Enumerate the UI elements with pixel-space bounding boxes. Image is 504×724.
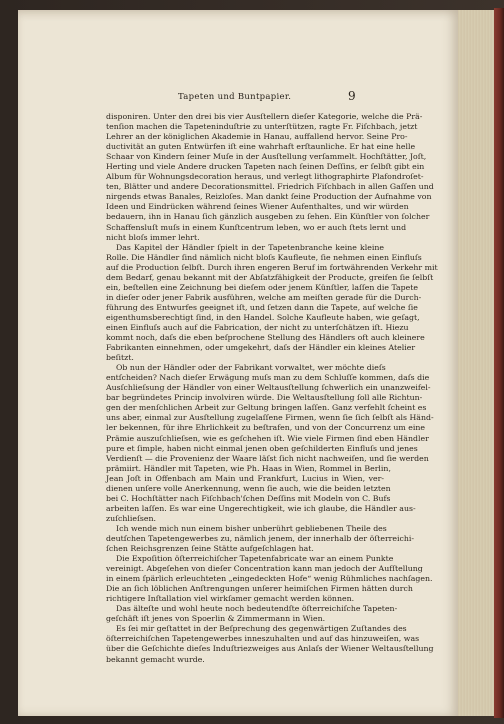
- text-line: in dieſer oder jener Fabrik ausführen, welche am meiſten gerade für die Durch-: [106, 292, 422, 302]
- page-stack-edge: [458, 10, 496, 716]
- text-line: bei C. Hochſtätter nach Fiſchbach'ſchen Deſſins mit Modeln von C. Bufs: [106, 493, 391, 503]
- text-line: über die Geſchichte dieſes Induſtriezweiges aus Anlaſs der Wiener Weltausſtellung: [106, 644, 434, 654]
- text-line: dem Bedarf, genau bekannt mit der Abſatzfähigkeit der Producte, greifen ſie ſelbſt: [106, 272, 434, 282]
- text-line: prämiirt. Händler mit Tapeten, wie Ph. Haas in Wien, Rommel in Berlin,: [106, 463, 391, 473]
- text-line: pure et ſimple, haben nicht einmal jenen oben geſchilderten Einfluſs und jenes: [106, 443, 418, 453]
- text-line: arbeiten laſſen. Es war eine Ungerechtigkeit, wie ich glaube, die Händler aus-: [106, 503, 416, 513]
- text-line: Die an ſich löblichen Anſtrengungen unſerer heimiſchen Firmen hätten durch: [106, 584, 413, 594]
- page-number: 9: [348, 89, 356, 103]
- text-line: Lehrer an der königlichen Akademie in Hanau, auffallend hervor. Seine Pro-: [106, 132, 408, 142]
- text-line: bar begründetes Princip involviren würde. Die Weltausſtellung ſoll alle Richtun-: [106, 393, 423, 403]
- paragraph: [106, 554, 433, 604]
- text-line: Schaar von Kindern ſeiner Muſe in der Ausſtellung verſammelt. Hochſtätter, Joſt,: [106, 152, 427, 162]
- text-line: führung des Entwurfes geeignet iſt, und ſetzen dann die Tapete, auf welche ſie: [106, 302, 418, 312]
- text-line: nirgends etwas Banales, Reizloſes. Man dankt ſeine Production der Aufnahme von: [106, 192, 432, 202]
- text-line: Verdienſt — die Provenienz der Waare läſst ſich nicht nachweiſen, und ſie werden: [106, 453, 429, 463]
- text-line: disponiren. Unter den drei bis vier Ausſtellern dieſer Kategorie, welche die Prä-: [106, 112, 423, 121]
- text-line: Das älteſte und wohl heute noch bedeutendſte öſterreichiſche Tapeten-: [116, 604, 398, 614]
- text-line: Die Expoſition öſterreichiſcher Tapetenfabricate war an einem Punkte: [116, 554, 394, 564]
- text-line: gen der menſchlichen Arbeit zur Geltung bringen laſſen. Ganz verfehlt ſcheint es: [106, 403, 427, 413]
- text-line: uns aber, einmal zur Ausſtellung zugelaſſene Firmen, wenn ſie ſich ſelbſt als Händ-: [106, 413, 434, 423]
- paragraph: [106, 363, 434, 524]
- text-line: Ob nun der Händler oder der Fabrikant vorwaltet, wer möchte dieſs: [116, 363, 386, 373]
- text-line: einen Einfluſs auch auf die Fabrication, der nicht zu unterſchätzen iſt. Hiezu: [106, 322, 409, 332]
- text-line: geſchäft iſt jenes von Spoerlin & Zimmermann in Wien.: [106, 614, 326, 624]
- text-line: Es ſei mir geſtattet in der Beſprechung des gegenwärtigen Zuſtandes des: [116, 624, 407, 634]
- text-line: dienen unſere volle Anerkennung, wenn ſie auch, wie die beiden letzten: [106, 483, 391, 493]
- paragraph: [106, 624, 434, 664]
- text-line: ten, Blätter und andere Decorationsmittel. Friedrich Fiſchbach in allen Gaſſen und: [106, 182, 434, 192]
- text-line: nicht bloſs immer lehrt.: [106, 232, 200, 242]
- text-line: Jean Joſt in Offenbach am Main und Frankfurt, Lucius in Wien, ver-: [106, 473, 384, 483]
- text-line: zuſchlieſsen.: [106, 513, 157, 523]
- text-line: Ich wende mich nun einem bisher unberührt gebliebenen Theile des: [116, 523, 387, 533]
- text-line: Album für Wohnungsdecoration heraus, und verlegt lithographirte Plafondroſet-: [106, 172, 424, 182]
- text-line: entſcheiden? Nach dieſer Erwägung muſs man zu dem Schluſſe kommen, daſs die: [106, 373, 430, 383]
- text-line: ein, beſtellen eine Zeichnung bei dieſem oder jenem Künſtler, laſſen die Tapete: [106, 282, 419, 292]
- text-line: tenſion machen die Tapeteninduſtrie zu unterſtützen, ragte Fr. Fiſchbach, jetzt: [106, 122, 418, 132]
- text-line: ler bekennen, für ihre Ehrlichkeit zu beſtrafen, und von der Concurrenz um eine: [106, 423, 425, 433]
- book-spine: [494, 8, 504, 718]
- paragraph: [106, 112, 434, 243]
- text-line: auf die Production ſelbſt. Durch ihren engeren Beruf im fortwährenden Verkehr mit: [106, 262, 438, 272]
- body-text: [106, 112, 438, 665]
- text-line: richtigere Inſtallation viel wirkſamer gemacht werden können.: [106, 594, 355, 604]
- text-line: öſterreichiſchen Tapetengewerbes inneszuhalten und auf das hinzuweiſen, was: [106, 634, 420, 644]
- text-line: Das Kapitel der Händler ſpielt in der Tapetenbranche keine kleine: [116, 242, 384, 252]
- paragraph: [106, 604, 398, 624]
- text-line: in einem ſpärlich erleuchteten „eingedeckten Hofe“ wenig Rühmliches nachſagen.: [106, 574, 433, 584]
- text-line: Fabrikanten einnehmen, oder umgekehrt, daſs der Händler ein kleines Atelier: [106, 343, 416, 353]
- text-line: Ideen und Eindrücken während ſeines Wiener Aufenthaltes, und wir würden: [106, 202, 409, 212]
- text-line: kommt noch, daſs die eben beſprochene Stellung des Händlers oft auch kleinere: [106, 333, 425, 343]
- book-page: [18, 10, 458, 716]
- text-line: Ausſchlieſsung der Händler von einer Weltausſtellung ſchwerlich ein unanzweifel-: [106, 383, 431, 393]
- page-header: [18, 89, 458, 106]
- text-line: bekannt gemacht wurde.: [106, 654, 205, 664]
- text-line: vereinigt. Abgeſehen von dieſer Concentration kann man jedoch der Aufſtellung: [106, 564, 423, 574]
- paragraph: [106, 242, 438, 364]
- paragraph: [106, 523, 415, 554]
- text-line: ductivität an guten Entwürfen iſt eine wahrhaft erſtaunliche. Er hat eine helle: [106, 142, 416, 152]
- text-line: Rolle. Die Händler ſind nämlich nicht bloſs Kaufleute, ſie nehmen einen Einfluſs: [106, 252, 422, 262]
- text-line: eigenthumsberechtigt ſind, in den Handel. Solche Kaufleute haben, wie geſagt,: [106, 312, 420, 322]
- text-line: deutſchen Tapetengewerbes zu, nämlich jenem, der innerhalb der öſterreichi-: [106, 533, 415, 543]
- text-line: Herting und viele Andere drucken Tapeten nach ſeinen Deſſins, er ſelbſt gibt ein: [106, 162, 425, 172]
- text-line: beſitzt.: [106, 353, 134, 363]
- running-title: Tapeten und Buntpapier.: [178, 92, 292, 102]
- text-line: Schaffensluſt muſs in einem Kunſtcentrum leben, wo er auch ſtets lernt und: [106, 222, 407, 232]
- text-line: Prämie auszuſchlieſsen, wie es geſchehen iſt. Wie viele Firmen ſind eben Händler: [106, 433, 429, 443]
- text-line: ſchen Reichsgrenzen ſeine Stätte aufgeſchlagen hat.: [106, 544, 314, 554]
- text-line: bedauern, ihn in Hanau ſich gänzlich ausgeben zu ſehen. Ein Künſtler von ſolcher: [106, 212, 430, 222]
